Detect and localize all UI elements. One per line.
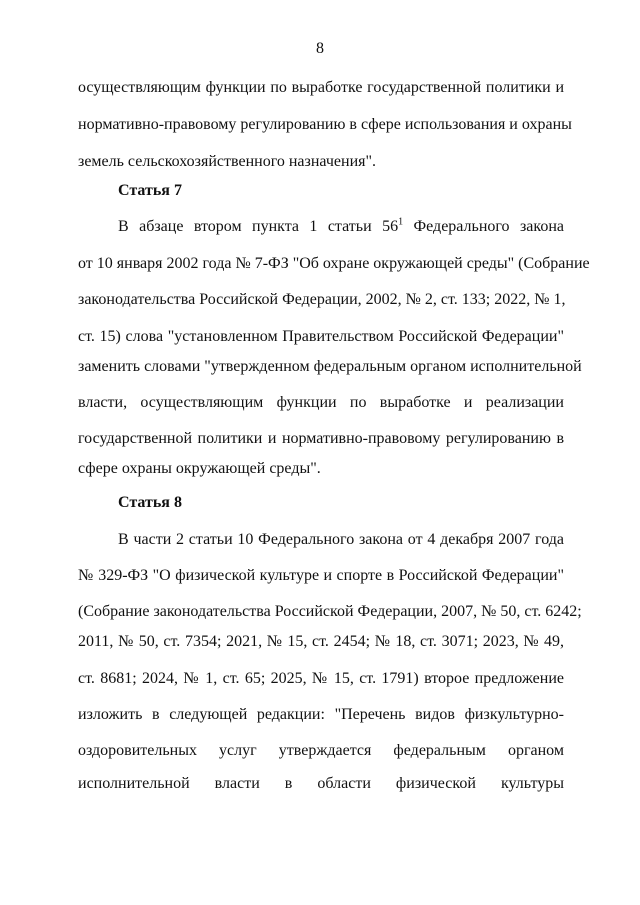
article-7-line-7: государственной политики и нормативно-правовому регулированию в — [78, 430, 564, 447]
article-7-first-line — [118, 217, 564, 237]
article-7-first-line-after: Федерального закона — [413, 218, 565, 235]
intro-line-2: нормативно-правовому регулированию в сфере использования и охраны — [78, 116, 572, 133]
article-7-heading: Статья 7 — [118, 182, 182, 199]
article-7-line-8: сфере охраны окружающей среды". — [78, 460, 321, 477]
article-7-line-3: законодательства Российской Федерации, 2002, № 2, ст. 133; 2022, № 1, — [78, 291, 566, 308]
article-7-line-5: заменить словами "утвержденном федеральным органом исполнительной — [78, 358, 582, 375]
article-7-footnote-sup: 1 — [398, 216, 404, 228]
article-7-line-4: ст. 15) слова "установленном Правительством Российской Федерации" — [78, 328, 564, 345]
article-7-first-line-before: В абзаце втором пункта 1 статьи 56 — [118, 218, 399, 235]
article-8-heading: Статья 8 — [118, 494, 182, 511]
article-8-line-6: изложить в следующей редакции: "Перечень видов физкультурно- — [78, 706, 564, 723]
article-8-line-8: исполнительной власти в области физической культуры — [78, 775, 564, 792]
article-8-line-4: 2011, № 50, ст. 7354; 2021, № 15, ст. 2454; № 18, ст. 3071; 2023, № 49, — [78, 633, 564, 650]
page-number: 8 — [316, 40, 324, 57]
intro-line-3: земель сельскохозяйственного назначения". — [78, 153, 377, 170]
article-7-line-6: власти, осуществляющим функции по выработке и реализации — [78, 394, 564, 411]
article-8-line-3: (Собрание законодательства Российской Федерации, 2007, № 50, ст. 6242; — [78, 603, 582, 620]
article-8-line-7: оздоровительных услуг утверждается федеральным органом — [78, 742, 564, 759]
article-8-line-2: № 329-ФЗ "О физической культуре и спорте в Российской Федерации" — [78, 567, 564, 584]
article-7-line-2: от 10 января 2002 года № 7-ФЗ "Об охране окружающей среды" (Собрание — [78, 255, 590, 272]
article-8-line-5: ст. 8681; 2024, № 1, ст. 65; 2025, № 15, ст. 1791) второе предложение — [78, 670, 564, 687]
intro-line-1: осуществляющим функции по выработке государственной политики и — [78, 79, 564, 96]
article-8-first-line: В части 2 статьи 10 Федерального закона от 4 декабря 2007 года — [118, 531, 564, 548]
